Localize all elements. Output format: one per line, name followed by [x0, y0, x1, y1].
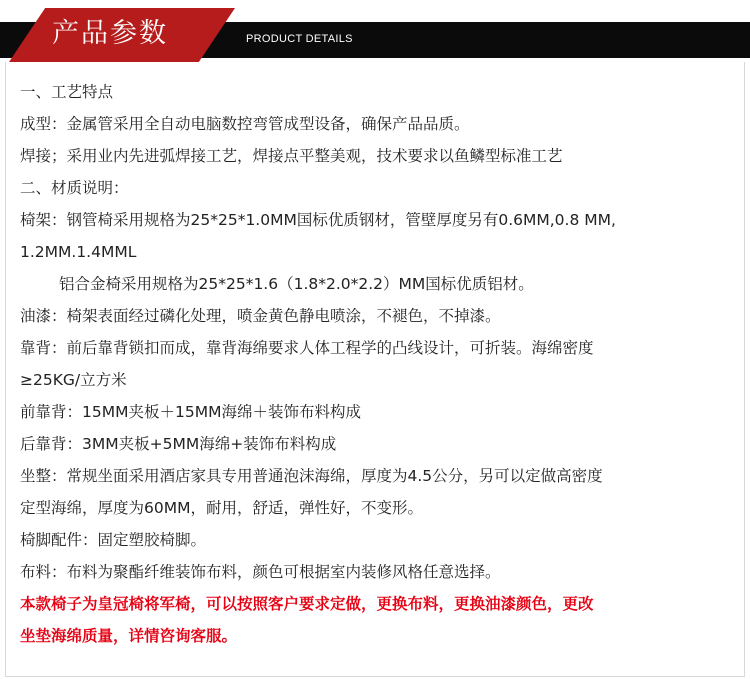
- spec-frame: 椅架：钢管椅采用规格为25*25*1.0MM国标优质钢材，管壁厚度另有0.6MM,0.8 MM,: [20, 211, 616, 229]
- section-heading-craft: 一、工艺特点: [20, 83, 114, 101]
- spec-seat: 坐整：常规坐面采用酒店家具专用普通泡沫海绵，厚度为4.5公分，另可以定做高密度: [20, 467, 603, 485]
- spec-backrest: 靠背：前后靠背锁扣而成，靠背海绵要求人体工程学的凸线设计，可折装。海绵密度: [20, 339, 594, 357]
- spec-paint: 油漆：椅架表面经过磷化处理，喷金黄色静电喷涂，不褪色，不掉漆。: [20, 307, 501, 325]
- spec-seat-cont: 定型海绵，厚度为60MM，耐用，舒适，弹性好，不变形。: [20, 499, 423, 517]
- section-heading-material: 二、材质说明：: [20, 179, 129, 197]
- product-details-text: [20, 76, 740, 652]
- spec-welding: 焊接；采用业内先进弧焊接工艺，焊接点平整美观，技术要求以鱼鳞型标准工艺: [20, 147, 563, 165]
- spec-aluminum: 铝合金椅采用规格为25*25*1.6（1.8*2.0*2.2）MM国标优质铝材。: [59, 275, 534, 293]
- page-header: [0, 0, 750, 62]
- spec-legs: 椅脚配件：固定塑胶椅脚。: [20, 531, 207, 549]
- spec-frame-cont: 1.2MM.1.4MML: [20, 243, 137, 261]
- custom-note-cont: 坐垫海绵质量，详情咨询客服。: [20, 627, 238, 645]
- custom-note: 本款椅子为皇冠椅将军椅，可以按照客户要求定做，更换布料，更换油漆颜色，更改: [20, 595, 594, 613]
- spec-forming: 成型：金属管采用全自动电脑数控弯管成型设备，确保产品品质。: [20, 115, 470, 133]
- header-subtitle: PRODUCT DETAILS: [246, 33, 353, 45]
- header-title: 产品参数: [52, 18, 168, 49]
- spec-rear-backrest: 后靠背：3MM夹板+5MM海绵+装饰布料构成: [20, 435, 337, 453]
- spec-front-backrest: 前靠背：15MM夹板＋15MM海绵＋装饰布料构成: [20, 403, 361, 421]
- spec-backrest-cont: ≥25KG/立方米: [20, 371, 127, 389]
- spec-fabric: 布料：布料为聚酯纤维装饰布料，颜色可根据室内装修风格任意选择。: [20, 563, 501, 581]
